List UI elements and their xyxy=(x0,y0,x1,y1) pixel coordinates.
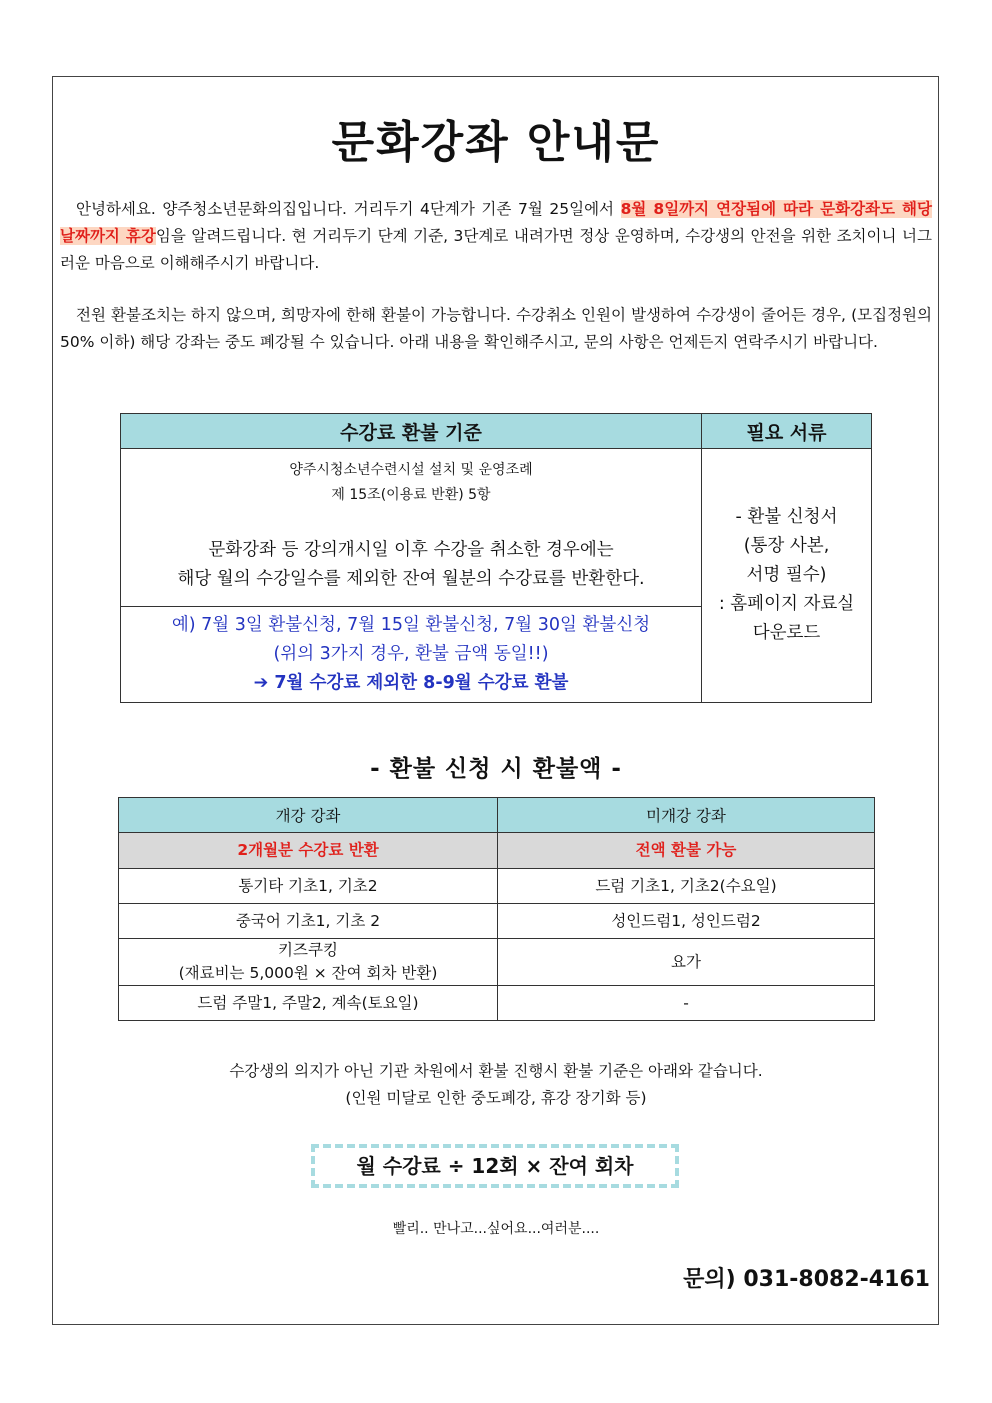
rule-text-line1: 문화강좌 등 강의개시일 이후 수강을 취소한 경우에는 xyxy=(208,540,614,560)
header-documents: 필요 서류 xyxy=(702,414,872,449)
docs-line5: 다운로드 xyxy=(752,623,821,643)
open-course: 중국어 기초1, 기초 2 xyxy=(119,904,498,939)
header-open-courses: 개강 강좌 xyxy=(119,798,498,833)
rule-source xyxy=(122,450,700,508)
refund-unopened: 전액 환불 가능 xyxy=(498,833,875,869)
documents-cell xyxy=(702,449,872,703)
docs-line3: 서명 필수) xyxy=(746,565,827,585)
docs-line1: - 환불 신청서 xyxy=(735,507,838,527)
example-line1: 예) 7월 3일 환불신청, 7월 15일 환불신청, 7월 30일 환불신청 xyxy=(171,615,651,635)
contact-phone: 문의) 031-8082-4161 xyxy=(683,1267,930,1292)
unopened-course: 요가 xyxy=(498,939,875,986)
refund-formula: 월 수강료 ÷ 12회 × 잔여 회차 xyxy=(311,1144,679,1188)
page-title: 문화강좌 안내문 xyxy=(331,117,661,168)
tagline: 빨리.. 만나고...싶어요...여러분.... xyxy=(392,1221,600,1237)
note-line1: 수강생의 의지가 아닌 기관 차원에서 환불 진행시 환불 기준은 아래와 같습니다. xyxy=(229,1062,763,1080)
table-row xyxy=(119,986,875,1021)
intro-text-before: 안녕하세요. 양주청소년문화의집입니다. 거리두기 4단계가 기존 7월 25일에서 xyxy=(76,200,621,218)
open-course-title: 키즈쿠킹 xyxy=(278,941,338,959)
unopened-course: 드럼 기초1, 기초2(수요일) xyxy=(498,869,875,904)
example-line2: (위의 3가지 경우, 환불 금액 동일!!) xyxy=(273,644,549,664)
table-row xyxy=(119,904,875,939)
intro-text-after: 임을 알려드립니다. 현 거리두기 단계 기준, 3단계로 내려가면 정상 운영하며, 수강생의 안전을 위한 조치이니 너그러운 마음으로 이해해주시기 바랍니다. xyxy=(60,227,932,272)
refund-open: 2개월분 수강료 반환 xyxy=(119,833,498,869)
intro-paragraph-1 xyxy=(60,196,932,277)
institution-refund-note xyxy=(0,1058,992,1112)
open-course: 드럼 주말1, 주말2, 계속(토요일) xyxy=(119,986,498,1021)
intro-paragraph-2: 전원 환불조치는 하지 않으며, 희망자에 한해 환불이 가능합니다. 수강취소 인원이 발생하여 수강생이 줄어든 경우, (모집정원의 50% 이하) 해당 강좌는 중도 폐강될 수 있습니다. 아래 내용을 확인해주시고, 문의 사항은 언제든지 연락주시기 바랍니다. xyxy=(60,306,932,351)
rule-source-line2: 제 15조(이용료 반환) 5항 xyxy=(331,487,491,503)
course-refund-table xyxy=(118,797,875,1021)
table-row xyxy=(119,869,875,904)
intro-highlight: 8월 8일까지 연장됨에 따라 문화강좌도 해당 날짜까지 휴강 xyxy=(60,200,933,245)
open-course-note: (재료비는 5,000원 × 잔여 회차 반환) xyxy=(178,964,438,982)
refund-criteria-table xyxy=(120,413,872,703)
rule-cell xyxy=(121,449,702,607)
open-course xyxy=(119,939,498,986)
table-row xyxy=(119,939,875,986)
example-cell xyxy=(121,607,702,703)
unopened-course: - xyxy=(498,986,875,1021)
docs-line4: : 홈페이지 자료실 xyxy=(718,594,855,614)
refund-amount-subtitle: - 환불 신청 시 환불액 - xyxy=(370,756,622,782)
rule-text-line2: 해당 월의 수강일수를 제외한 잔여 월분의 수강료를 반환한다. xyxy=(177,569,645,589)
rule-source-line1: 양주시청소년수련시설 설치 및 운영조례 xyxy=(289,462,533,478)
unopened-course: 성인드럼1, 성인드럼2 xyxy=(498,904,875,939)
rule-text xyxy=(122,536,700,602)
header-unopened-courses: 미개강 강좌 xyxy=(498,798,875,833)
example-line3: ➔ 7월 수강료 제외한 8-9월 수강료 환불 xyxy=(253,673,569,693)
open-course: 통기타 기초1, 기초2 xyxy=(119,869,498,904)
note-line2: (인원 미달로 인한 중도폐강, 휴강 장기화 등) xyxy=(345,1089,647,1107)
header-criteria: 수강료 환불 기준 xyxy=(121,414,702,449)
docs-line2: (통장 사본, xyxy=(743,536,830,556)
